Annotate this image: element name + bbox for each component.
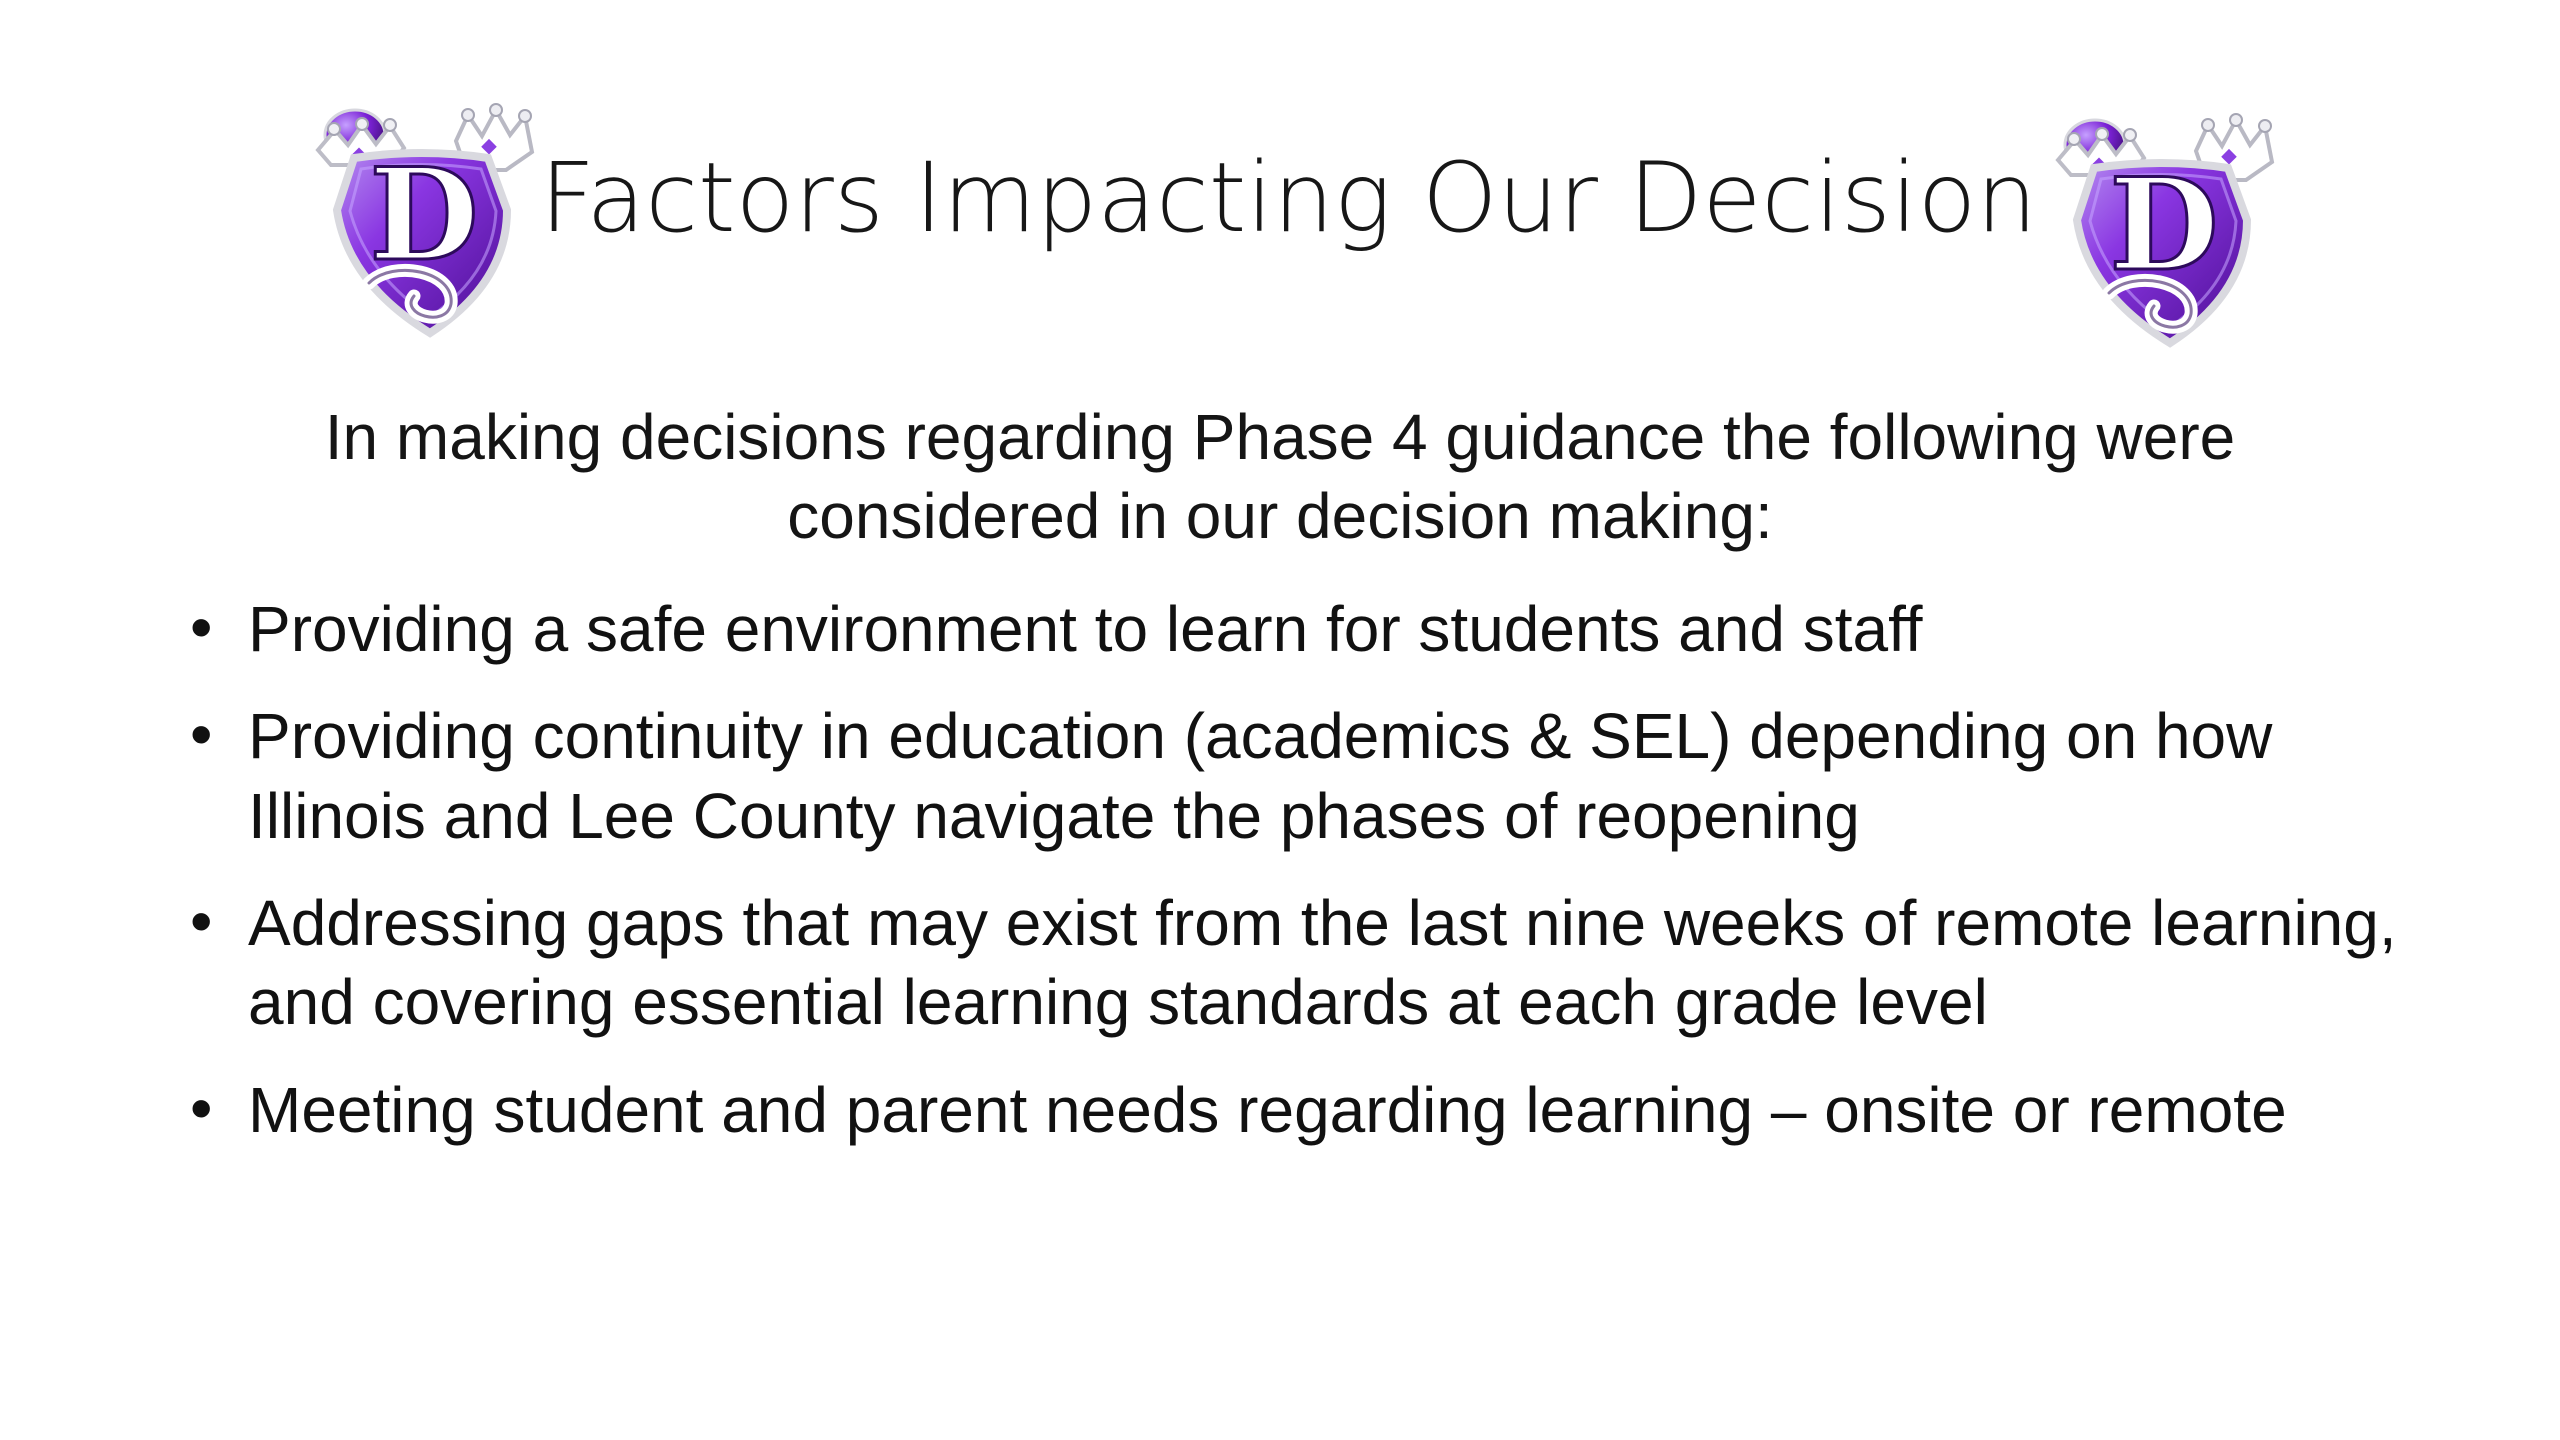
intro-paragraph: In making decisions regarding Phase 4 guidance the following were considered in our decision making: bbox=[324, 401, 2236, 553]
crowned-d-shield-icon bbox=[300, 78, 550, 348]
factor-text: Meeting student and parent needs regarding learning – onsite or remote bbox=[248, 1073, 2287, 1146]
bullet-icon: • bbox=[190, 591, 213, 663]
factor-text: Providing continuity in education (academics & SEL) depending on how Illinois and Lee County navigate the phases of reopening bbox=[248, 700, 2273, 852]
bullet-icon: • bbox=[190, 885, 213, 958]
crowned-d-shield-logo-left bbox=[300, 78, 550, 348]
crowned-d-shield-logo-right bbox=[2040, 88, 2290, 358]
bullet-icon: • bbox=[190, 1071, 213, 1144]
slide-title: Factors Impacting Our Decision bbox=[540, 142, 2038, 254]
factor-item-continuity bbox=[190, 697, 2420, 856]
shield-letter-icon: D bbox=[369, 141, 479, 289]
shield-letter-icon: D bbox=[2109, 151, 2219, 299]
factor-item-student-parent-needs bbox=[190, 1071, 2420, 1150]
bullet-icon: • bbox=[190, 698, 213, 771]
crowned-d-shield-icon bbox=[2040, 88, 2290, 358]
factor-item-addressing-gaps bbox=[190, 884, 2420, 1043]
factor-text: Providing a safe environment to learn for students and staff bbox=[248, 593, 1923, 665]
factor-item-safe-environment bbox=[190, 590, 2420, 669]
factors-bullet-list bbox=[190, 590, 2420, 1178]
factor-text: Addressing gaps that may exist from the last nine weeks of remote learning, and covering essential learning standards at each grade level bbox=[248, 887, 2397, 1039]
